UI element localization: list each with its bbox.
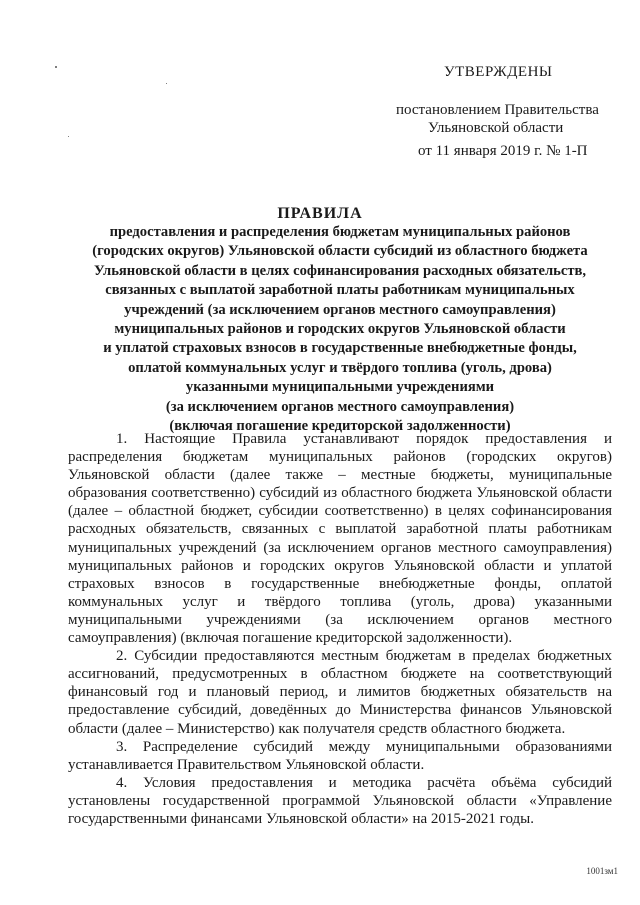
subtitle-line: (городских округов) Ульяновской области субсидий из областного бюджета: [92, 243, 588, 260]
decree-line-1: постановлением Правительства: [396, 102, 599, 118]
document-body: [68, 430, 612, 828]
decree-line-3: от 11 января 2019 г. № 1-П: [418, 143, 588, 159]
decree-line-2: Ульяновской области: [428, 120, 564, 136]
paragraph-4: 4. Условия предоставления и методика расчёта объёма субсидий установлены государственной программой Ульяновской области «Управление государственными финансами Ульяновской области» на 2015-2021 годы.: [68, 774, 612, 827]
subtitle-line: (включая погашение кредиторской задолженности): [169, 418, 511, 435]
document-title: ПРАВИЛА: [277, 205, 363, 222]
subtitle-line: муниципальных районов и городских округов Ульяновской области: [114, 321, 566, 338]
subtitle-line: учреждений (за исключением органов местного самоуправления): [124, 301, 556, 318]
subtitle-line: предоставления и распределения бюджетам муниципальных районов: [109, 224, 571, 240]
subtitle-line: Ульяновской области в целях софинансирования расходных обязательств,: [93, 262, 587, 279]
approval-stamp-title: УТВЕРЖДЕНЫ: [444, 64, 553, 80]
subtitle-line: и уплатой страховых взносов в государственные внебюджетные фонды,: [103, 340, 577, 357]
footer-document-code: 1001зм1: [586, 866, 618, 876]
scan-speck: [68, 136, 69, 137]
subtitle-line: оплатой коммунальных услуг и твёрдого топлива (уголь, дрова): [128, 359, 552, 376]
paragraph-2: 2. Субсидии предоставляются местным бюджетам в пределах бюджетных ассигнований, предусмотренных в областном бюджете на соответствующий финансовый год и плановый период, и лимитов бюджетных обязательств на предоставление субсидий, доведённых до Министерства финансов Ульяновской области (далее – Министерство) как получателя средств областного бюджета.: [68, 648, 612, 737]
scan-speck: [55, 66, 57, 68]
subtitle-line: (за исключением органов местного самоуправления): [165, 398, 515, 415]
document-subtitle: [70, 223, 610, 436]
subtitle-line: связанных с выплатой заработной платы работникам муниципальных: [105, 282, 575, 299]
paragraph-1: 1. Настоящие Правила устанавливают порядок предоставления и распределения бюджетам муниципальных районов (городских округов) Ульяновской области (далее также – местные бюджеты, муниципальные образования соответственно) субсидий из областного бюджета Ульяновской области (далее – областной бюджет, субсидии соответственно) в целях софинансирования расходных обязательств, связанных с выплатой заработной платы работникам муниципальных учреждений (за исключением органов местного самоуправления) муниципальных районов и городских округов Ульяновской области и уплатой страховых взносов в государственные внебюджетные фонды, оплатой коммунальных услуг и твёрдого топлива (уголь, дрова) указанными муниципальными учреждениями (за исключением органов местного самоуправления) (включая погашение кредиторской задолженности).: [68, 431, 612, 647]
scan-speck: [166, 83, 167, 84]
subtitle-line: указанными муниципальными учреждениями: [185, 379, 495, 396]
paragraph-3: 3. Распределение субсидий между муниципальными образованиями устанавливается Правительством Ульяновской области.: [68, 738, 612, 773]
